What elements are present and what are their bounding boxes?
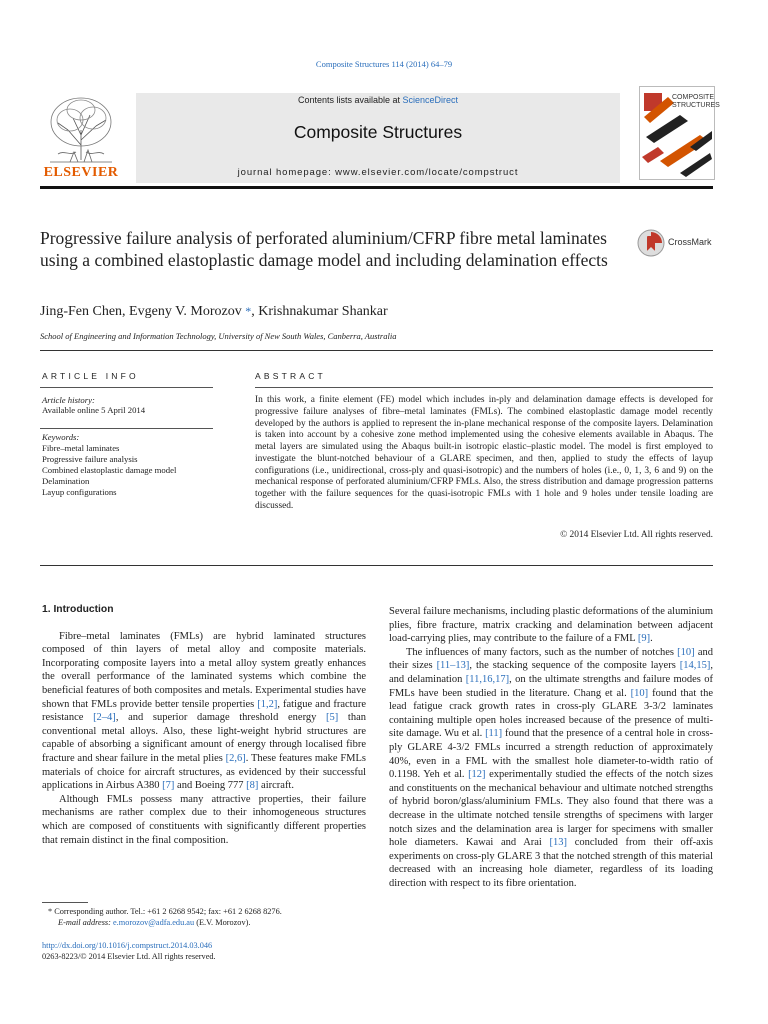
journal-cover-thumbnail [639, 86, 720, 180]
ref-link[interactable]: [8] [246, 780, 259, 792]
corresponding-author-mark[interactable]: * [245, 304, 252, 318]
author-email-link[interactable]: e.morozov@adfa.edu.au [113, 918, 195, 927]
corresponding-author-footnote: * Corresponding author. Tel.: +61 2 6268 9542; fax: +61 2 6268 8276. E-mail address: e.morozov@adfa.edu.au (E.V. Morozov). [48, 907, 282, 927]
history-label: Article history: [42, 395, 95, 405]
cover-title: COMPOSITE STRUCTURES [672, 94, 720, 109]
ref-link[interactable]: [9] [637, 633, 651, 645]
keyword-item: Layup configurations [42, 487, 117, 497]
crossmark-icon [637, 229, 665, 257]
journal-citation[interactable]: Composite Structures 114 (2014) 64–79 [315, 59, 453, 69]
author-list: Jing-Fen Chen, Evgeny V. Morozov *, Krishnakumar Shankar [40, 304, 388, 319]
ref-link[interactable]: [11,16,17] [465, 673, 510, 685]
sciencedirect-link[interactable]: ScienceDirect [402, 95, 459, 105]
left-column [42, 603, 366, 847]
history-value: Available online 5 April 2014 [42, 405, 146, 415]
intro-paragraph-1: Fibre–metal laminates (FMLs) are hybrid laminated structures composed of thin layers of metal alloy and composite materials. Incorporating composite layers into a metal alloy system greatly enhances the overall performance of the laminated systems which combine the beneficial features of both composites and metals. Experimental studies have shown that FMLs provide better tensile properties [1,2], fatigue and fracture resistance [2–4], and superior damage threshold energy [5] than conventional metal alloys. Also, these light-weight hybrid structures are capable of absorbing a significant amount of energy through localised fibre fracture and shear failure in the metal plies [2,6]. These features make FMLs materials of choice for aircraft structures, as evidenced by their successful applications in Airbus A380 [7] and Boeing 777 [8] aircraft. [42, 630, 367, 792]
ref-link[interactable]: [11] [485, 728, 503, 740]
keyword-list [42, 443, 176, 498]
doi-link[interactable]: http://dx.doi.org/10.1016/j.compstruct.2014.03.046 [42, 941, 213, 950]
publisher-wordmark: ELSEVIER [43, 165, 119, 180]
keyword-item: Combined elastoplastic damage model [42, 465, 177, 475]
abstract-text: In this work, a finite element (FE) model which includes in-ply and delamination damage effects is developed for progressive failure analyses of fibre–metal laminates (FMLs). The combined elastoplastic damage model recently developed by the authors is applied to represent the in-plane mechanical response of the composite layers. Delamination is taken into account by a cohesive zone method implemented using the cohesive elements available in Abaqus. The metal layers are simulated using the Abaqus built-in isotropic elastic–plastic model. The model is first employed to investigate the blunt-notched behaviour of a GLARE specimen, and then, applied to study the effects of layup configurations (i.e., unidirectional, cross-ply and quasi-isotropic) and the numbers of holes (i.e., 0, 1, 3, 6 and 9) on the mechanical response of perforated aluminium/CFRP FMLs. Also, the stress distribution and damage progression patterns together with the failure sequences for the quasi-isotropic FMLs with 1 hole and 9 holes under tensile loading are discussed. [255, 395, 713, 511]
ref-link[interactable]: [14,15] [679, 660, 711, 672]
intro-paragraph-4: The influences of many factors, such as the number of notches [10] and their sizes [11–13], the stacking sequence of the composite layers [14,15], and delamination [11,16,17], on the ultimate strengths and failure modes of FMLs have been studied in the literature. Chang et al. [10] found that the lead fatigue crack growth rates in cross-ply GLARE 3-3/2 laminates containing multiple open holes increased because of the presence of multi-site damage. Wu et al. [11] found that the presence of a central hole in cross-ply GLARE 4-3/2 FMLs incurred a strength reduction of approximately 40%, even in a FML with the smallest hole diameter-to-width ratio of 0.1198. Yeh et al. [12] experimentally studied the effects of the notch sizes and constituents on the mechanical behaviour and ultimate notched strengths of hybrid boron/glass/aluminium FMLs. They also found that there was a decrease in the ultimate notched tensile strengths of specimens with larger notch sizes and the delamination area is larger for specimens with smaller hole diameters. Kawai and Arai [13] concluded from their off-axis experiments on cross-ply GLARE 3 that the notched strength of this material decreased with an increasing hole diameter, regardless of its loading direction with respect to its fibre orientation. [389, 646, 714, 889]
keyword-item: Fibre–metal laminates [42, 443, 120, 453]
ref-link[interactable]: [11–13] [436, 660, 470, 672]
footnote-rule [42, 902, 88, 903]
ref-link[interactable]: [13] [549, 837, 568, 849]
keyword-item: Delamination [42, 476, 90, 486]
ref-link[interactable]: [2–4] [93, 712, 116, 724]
ref-link[interactable]: [10] [630, 687, 649, 699]
issn-line: 0263-8223/© 2014 Elsevier Ltd. All rights reserved. [42, 952, 216, 961]
article-title: Progressive failure analysis of perforated aluminium/CFRP fibre metal laminates using a combined elastoplastic damage model and including delamination effects [40, 228, 608, 270]
keywords-rule [40, 428, 213, 429]
ref-link[interactable]: [10] [677, 646, 695, 658]
crossmark-badge[interactable]: CrossMark [637, 229, 717, 259]
ref-link[interactable]: [5] [326, 712, 339, 724]
journal-name: Composite Structures [293, 122, 463, 142]
doi-block [42, 940, 216, 962]
keyword-item: Progressive failure analysis [42, 454, 138, 464]
section-heading-introduction: 1. Introduction [42, 604, 114, 615]
contents-line: Contents lists available at ScienceDirect [297, 95, 459, 105]
body-top-rule [40, 565, 713, 566]
article-info-heading: ARTICLE INFO [42, 371, 139, 381]
abstract-copyright: © 2014 Elsevier Ltd. All rights reserved. [560, 530, 713, 540]
header-rule [40, 186, 713, 189]
article-info-rule [40, 387, 213, 388]
ref-link[interactable]: [12] [468, 769, 486, 781]
journal-homepage[interactable]: journal homepage: www.elsevier.com/locate/compstruct [237, 167, 519, 178]
ref-link[interactable]: [1,2] [257, 698, 278, 710]
intro-paragraph-2: Although FMLs possess many attractive properties, their failure mechanisms are rather complex due to their inhomogeneous structures which are composed of constituents with significantly different properties that remain distinct in the final composition. [42, 793, 366, 846]
keywords-label: Keywords: [42, 432, 80, 442]
ref-link[interactable]: [7] [162, 780, 175, 792]
affiliation-rule [40, 350, 713, 351]
ref-link[interactable]: [2,6] [225, 752, 246, 764]
affiliation: School of Engineering and Information Technology, University of New South Wales, Canberra, Australia [40, 331, 397, 341]
abstract-rule [255, 387, 713, 388]
abstract-heading: ABSTRACT [255, 371, 326, 381]
intro-paragraph-3: Several failure mechanisms, including plastic deformations of the aluminium plies, fibre fracture, matrix cracking and delamination between adjacent load-carrying plies, may contribute to the failure of a FML [9]. [389, 606, 713, 645]
right-column [389, 605, 713, 890]
